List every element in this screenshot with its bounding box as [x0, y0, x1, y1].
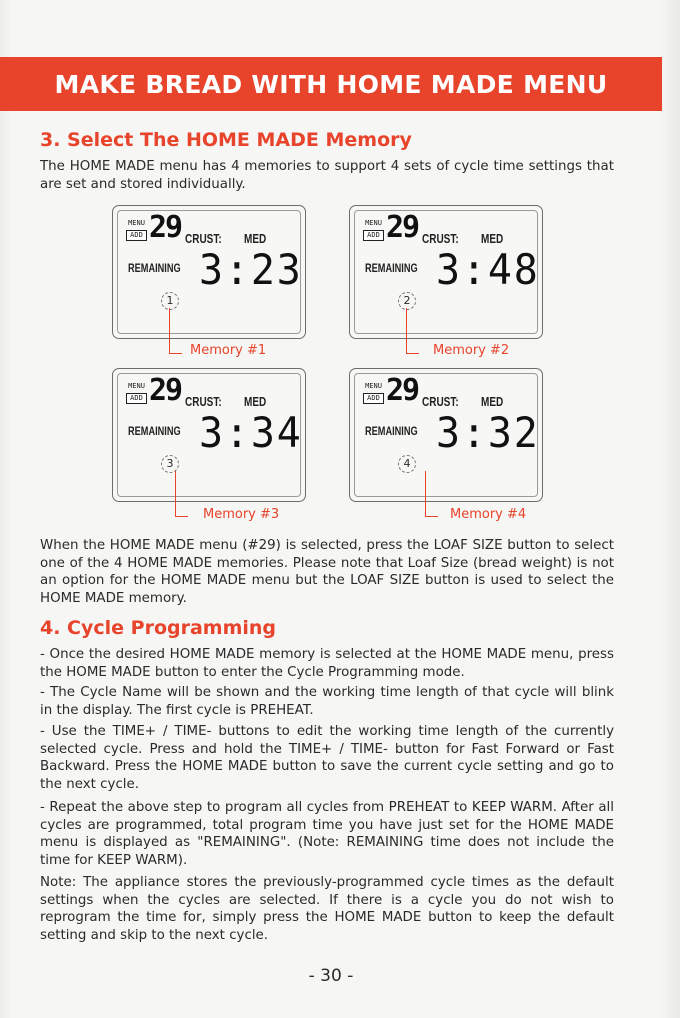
remaining-time: 3:48 [436, 245, 540, 294]
cycle-step-4: - Repeat the above step to program all cycles from PREHEAT to KEEP WARM. After all cycles are programmed, total program time you have just set for the HOME MADE menu is displayed as "REMAINING". (Note: REMAINING time does not include the time for KEEP WARM). [40, 800, 614, 868]
lcd-display-memory-4 [349, 368, 543, 502]
program-number: 29 [149, 210, 182, 245]
add-indicator: ADD [126, 393, 147, 404]
menu-indicator: MENU [365, 219, 382, 227]
program-number: 29 [149, 373, 182, 408]
callout-leader-line [175, 471, 188, 517]
cycle-note: Note: The appliance stores the previously-programmed cycle times as the default settings when the cycles are selected. If there is a cycle you do not wish to reprogram the time for, simply press the HOME MADE button to keep the default setting and skip to the next cycle. [40, 875, 614, 943]
lcd-display-memory-1 [112, 205, 306, 339]
memory-caption: Memory #2 [433, 343, 510, 358]
remaining-label: REMAINING [365, 263, 418, 275]
callout-leader-line [425, 471, 438, 517]
crust-label: CRUST: [185, 232, 222, 246]
section-3-intro: The HOME MADE menu has 4 memories to support 4 sets of cycle time settings that are set and stored individually. [40, 159, 614, 192]
cycle-step-1: - Once the desired HOME MADE memory is selected at the HOME MADE menu, press the HOME MADE button to enter the Cycle Programming mode. [40, 647, 614, 680]
callout-marker: 1 [161, 292, 179, 310]
add-indicator: ADD [126, 230, 147, 241]
banner-title: MAKE BREAD WITH HOME MADE MENU [54, 69, 608, 99]
lcd-display-memory-2 [349, 205, 543, 339]
page-banner [0, 57, 662, 111]
crust-label: CRUST: [422, 232, 459, 246]
add-indicator: ADD [363, 393, 384, 404]
menu-indicator: MENU [365, 382, 382, 390]
remaining-time: 3:32 [436, 408, 540, 457]
crust-label: CRUST: [422, 395, 459, 409]
callout-leader-line [169, 308, 182, 354]
section-4-heading: 4. Cycle Programming [40, 617, 277, 639]
add-indicator: ADD [363, 230, 384, 241]
crust-value: MED [481, 395, 504, 409]
memory-caption: Memory #4 [450, 507, 527, 522]
page-number: - 30 - [308, 966, 354, 986]
lcd-display-memory-3 [112, 368, 306, 502]
callout-marker: 2 [398, 292, 416, 310]
cycle-step-3: - Use the TIME+ / TIME- buttons to edit the working time length of the currently selected cycle. Press and hold the TIME+ / TIME- button for Fast Forward or Fast Backward. Press the HOME MADE button to save the current cycle setting and go to the next cycle. [40, 724, 614, 792]
crust-value: MED [244, 232, 267, 246]
program-number: 29 [386, 210, 419, 245]
cycle-step-2: - The Cycle Name will be shown and the working time length of that cycle will blink in the display. The first cycle is PREHEAT. [40, 685, 614, 718]
memory-caption: Memory #1 [190, 343, 267, 358]
callout-marker: 3 [161, 455, 179, 473]
callout-leader-line [406, 308, 419, 354]
remaining-time: 3:23 [199, 245, 303, 294]
callout-marker: 4 [398, 455, 416, 473]
menu-indicator: MENU [128, 382, 145, 390]
crust-label: CRUST: [185, 395, 222, 409]
memory-selection-paragraph: When the HOME MADE menu (#29) is selected, press the LOAF SIZE button to select one of the 4 HOME MADE memories. Please note that Loaf Size (bread weight) is not an option for the HOME MADE menu but the LOAF SIZE button is used to select the HOME MADE memory. [40, 538, 614, 606]
remaining-label: REMAINING [128, 426, 181, 438]
crust-value: MED [481, 232, 504, 246]
menu-indicator: MENU [128, 219, 145, 227]
remaining-time: 3:34 [199, 408, 303, 457]
crust-value: MED [244, 395, 267, 409]
remaining-label: REMAINING [365, 426, 418, 438]
section-3-heading: 3. Select The HOME MADE Memory [40, 129, 412, 151]
program-number: 29 [386, 373, 419, 408]
memory-caption: Memory #3 [203, 507, 280, 522]
remaining-label: REMAINING [128, 263, 181, 275]
